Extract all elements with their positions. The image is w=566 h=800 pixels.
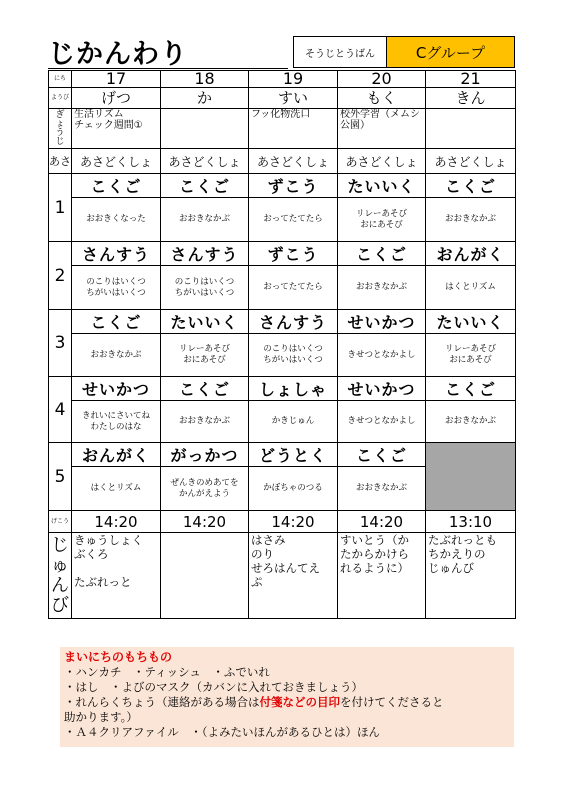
weekday-row-label: ようび [49, 88, 72, 109]
note-cell: おおきなかぶ [338, 467, 426, 511]
subject-cell: おんがく [426, 242, 516, 266]
weekday-cell: げつ [72, 88, 161, 109]
dismissal-time: 14:20 [338, 511, 426, 533]
subject-cell: せいかつ [338, 310, 426, 334]
period-2-subject-row [49, 242, 516, 266]
note-cell: リレーあそび おにあそび [338, 198, 426, 242]
note-cell: おってたてたら [249, 266, 338, 310]
date-cell: 20 [338, 71, 426, 88]
weekday-cell: きん [426, 88, 516, 109]
note-cell: おおきなかぶ [338, 266, 426, 310]
belongings-line: ・れんらくちょう（連絡がある場合は付箋などの目印を付けてくださると [64, 695, 444, 709]
period-number: 2 [49, 242, 72, 310]
preparation-cell [161, 533, 249, 619]
note-cell: ぜんきのめあてを かんがえよう [161, 467, 249, 511]
period-2-note-row [49, 266, 516, 310]
empty-period-cell [426, 443, 516, 511]
period-number: 1 [49, 174, 72, 242]
title-underline [48, 68, 288, 69]
subject-cell: どうとく [249, 443, 338, 467]
date-cell: 21 [426, 71, 516, 88]
cleaning-duty-group: Cグループ [387, 37, 514, 67]
page-title: じかんわり [48, 39, 188, 70]
weekday-cell: か [161, 88, 249, 109]
morning-cell: あさどくしょ [249, 149, 338, 174]
subject-cell: たいいく [426, 310, 516, 334]
note-cell: はくとリズム [72, 467, 161, 511]
morning-reading-row [49, 149, 516, 174]
subject-cell: おんがく [72, 443, 161, 467]
subject-cell: さんすう [249, 310, 338, 334]
period-3-subject-row [49, 310, 516, 334]
belongings-line: 助かります。） [64, 710, 138, 724]
period-number: 3 [49, 310, 72, 377]
note-cell: リレーあそび おにあそび [426, 334, 516, 377]
note-cell: おおきなかぶ [161, 401, 249, 443]
note-cell: かぼちゃのつる [249, 467, 338, 511]
daily-belongings-box [60, 647, 514, 747]
note-cell: はくとリズム [426, 266, 516, 310]
subject-cell: こくご [338, 242, 426, 266]
preparation-cell: はさみ のり せろはんてえ ぷ [249, 533, 338, 619]
morning-row-label: あさ [49, 149, 72, 174]
morning-cell: あさどくしょ [338, 149, 426, 174]
dismissal-row [49, 511, 516, 533]
subject-cell: がっかつ [161, 443, 249, 467]
dismissal-row-label: げこう [49, 511, 72, 533]
note-cell: おおきなかぶ [161, 198, 249, 242]
note-cell: きれいにさいてね わたしのはな [72, 401, 161, 443]
note-cell: おってたてたら [249, 198, 338, 242]
note-cell: きせつとなかよし [338, 334, 426, 377]
period-4-note-row [49, 401, 516, 443]
subject-cell: さんすう [161, 242, 249, 266]
subject-cell: せいかつ [338, 377, 426, 401]
subject-cell: せいかつ [72, 377, 161, 401]
morning-cell: あさどくしょ [72, 149, 161, 174]
timetable [48, 70, 516, 619]
weekday-cell: もく [338, 88, 426, 109]
event-cell [161, 109, 249, 149]
period-4-subject-row [49, 377, 516, 401]
cleaning-duty-label: そうじとうばん [294, 37, 387, 67]
morning-cell: あさどくしょ [426, 149, 516, 174]
period-3-note-row [49, 334, 516, 377]
subject-cell: こくご [161, 377, 249, 401]
cleaning-duty-box [293, 36, 515, 68]
subject-cell: ずこう [249, 242, 338, 266]
preparation-cell: きゅうしょく ぶくろ たぶれっと [72, 533, 161, 619]
weekday-row [49, 88, 516, 109]
belongings-title: まいにちのもちもの [64, 650, 173, 664]
dismissal-time: 13:10 [426, 511, 516, 533]
date-row [49, 71, 516, 88]
event-cell [426, 109, 516, 149]
subject-cell: たいいく [161, 310, 249, 334]
event-row-label: ぎ ょ う じ [49, 109, 72, 149]
subject-cell: さんすう [72, 242, 161, 266]
dismissal-time: 14:20 [249, 511, 338, 533]
preparation-cell: たぶれっとも ちかえりの じゅんび [426, 533, 516, 619]
event-row [49, 109, 516, 149]
note-cell: きせつとなかよし [338, 401, 426, 443]
note-cell: のこりはいくつ ちがいはいくつ [161, 266, 249, 310]
event-cell: 生活リズム チェック週間① [72, 109, 161, 149]
preparation-cell: すいとう（か たからかけら れるように） [338, 533, 426, 619]
subject-cell: こくご [426, 377, 516, 401]
note-cell: おおきくなった [72, 198, 161, 242]
date-cell: 18 [161, 71, 249, 88]
period-1-subject-row [49, 174, 516, 198]
morning-cell: あさどくしょ [161, 149, 249, 174]
dismissal-time: 14:20 [161, 511, 249, 533]
note-cell: おおきなかぶ [426, 198, 516, 242]
note-cell: リレーあそび おにあそび [161, 334, 249, 377]
date-cell: 19 [249, 71, 338, 88]
belongings-line: ・ハンカチ ・ティッシュ ・ふでいれ [64, 665, 270, 679]
period-5-subject-row [49, 443, 516, 467]
period-number: 5 [49, 443, 72, 511]
note-cell: のこりはいくつ ちがいはいくつ [72, 266, 161, 310]
dismissal-time: 14:20 [72, 511, 161, 533]
subject-cell: こくご [161, 174, 249, 198]
highlight-text: 付箋などの目印 [259, 695, 340, 709]
subject-cell: たいいく [338, 174, 426, 198]
belongings-line: ・Ａ４クリアファイル ・（よみたいほんがあるひとは）ほん [64, 725, 381, 739]
preparation-row-label: じ ゅ ん び [49, 533, 72, 619]
period-number: 4 [49, 377, 72, 443]
subject-cell: こくご [72, 310, 161, 334]
date-cell: 17 [72, 71, 161, 88]
note-cell: かきじゅん [249, 401, 338, 443]
period-1-note-row [49, 198, 516, 242]
note-cell: おおきなかぶ [72, 334, 161, 377]
date-row-label: にち [49, 71, 72, 88]
preparation-row [49, 533, 516, 619]
subject-cell: こくご [338, 443, 426, 467]
belongings-line: ・はし ・よびのマスク（カバンに入れておきましょう） [64, 680, 363, 694]
event-cell: 校外学習（メムシ 公園） [338, 109, 426, 149]
subject-cell: こくご [72, 174, 161, 198]
weekday-cell: すい [249, 88, 338, 109]
subject-cell: こくご [426, 174, 516, 198]
note-cell: おおきなかぶ [426, 401, 516, 443]
subject-cell: しょしゃ [249, 377, 338, 401]
event-cell: フッ化物洗口 [249, 109, 338, 149]
subject-cell: ずこう [249, 174, 338, 198]
note-cell: のこりはいくつ ちがいはいくつ [249, 334, 338, 377]
